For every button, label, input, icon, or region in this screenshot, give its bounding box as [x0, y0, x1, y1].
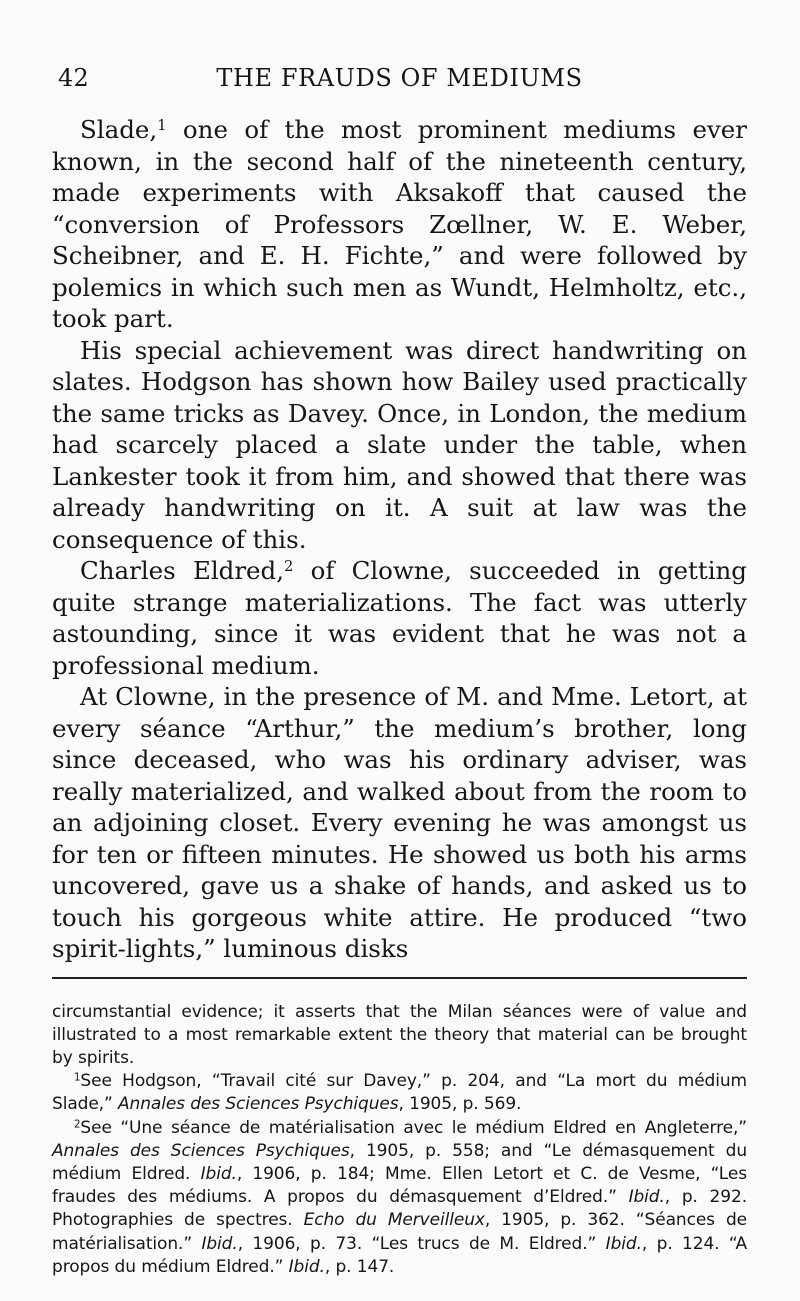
- paragraph-slade: Slade,$^1$ one of the most prominent mediums ever known, in the second half of the nineteenth century, made experiments with Aksakoff that caused the “conversion of Professors Zœllner, W. E. Weber, Scheibner, and E. H. Fichte,” and were followed by polemics in which such men as Wundt, Helmholtz, etc., took part.: [52, 115, 747, 333]
- paragraph-slate-writing: His special achievement was direct handwriting on slates. Hodgson has shown how Bailey used practically the same tricks as Davey. Once, in London, the medium had scarcely placed a slate under the table, when Lankester took it from him, and showed that there was already handwriting on it. A suit at law was the consequence of this.: [52, 335, 747, 554]
- paragraph-eldred: Charles Eldred,$^2$ of Clowne, succeeded in getting quite strange materializations. The fact was utterly astounding, since it was evident that he was not a professional medium.: [52, 556, 747, 680]
- page-number: 42: [58, 64, 89, 92]
- footnotes: [52, 1001, 747, 1279]
- body-text: [52, 114, 747, 965]
- footnote-separator: [52, 977, 747, 979]
- page-header: [52, 56, 747, 100]
- footnote-2: $^2$See “Une séance de matérialisation avec le médium Eldred en Angleterre,” Annales des Sciences Psychiques, 1905, p. 558; and “Le démasquement du médium Eldred. Ibid., 1906, p. 184; Mme. Ellen Letort et C. de Vesme, “Les fraudes des médiums. A propos du démasquement d’Eldred.” Ibid., p. 292. Photographies de spectres. Echo du Merveilleux, 1905, p. 362. “Séances de matérialisation.” Ibid., 1906, p. 73. “Les trucs de M. Eldred.” Ibid., p. 124. “A propos du médium Eldred.” Ibid., p. 147.: [52, 1117, 747, 1277]
- footnote-continuation: circumstantial evidence; it asserts that the Milan séances were of value and illustrated to a most remarkable extent the theory that material can be brought by spirits.: [52, 1001, 747, 1068]
- paragraph-clowne-seance: At Clowne, in the presence of M. and Mme. Letort, at every séance “Arthur,” the medium’s brother, long since deceased, who was his ordinary adviser, was really materialized, and walked about from the room to an adjoining closet. Every evening he was amongst us for ten or fifteen minutes. He showed us both his arms uncovered, gave us a shake of hands, and asked us to touch his gorgeous white attire. He produced “two spirit-lights,” luminous disks: [52, 682, 747, 963]
- running-title: THE FRAUDS OF MEDIUMS: [216, 64, 583, 92]
- footnote-1: $^1$See Hodgson, “Travail cité sur Davey,” p. 204, and “La mort du médium Slade,” Annales des Sciences Psychiques, 1905, p. 569.: [52, 1071, 747, 1115]
